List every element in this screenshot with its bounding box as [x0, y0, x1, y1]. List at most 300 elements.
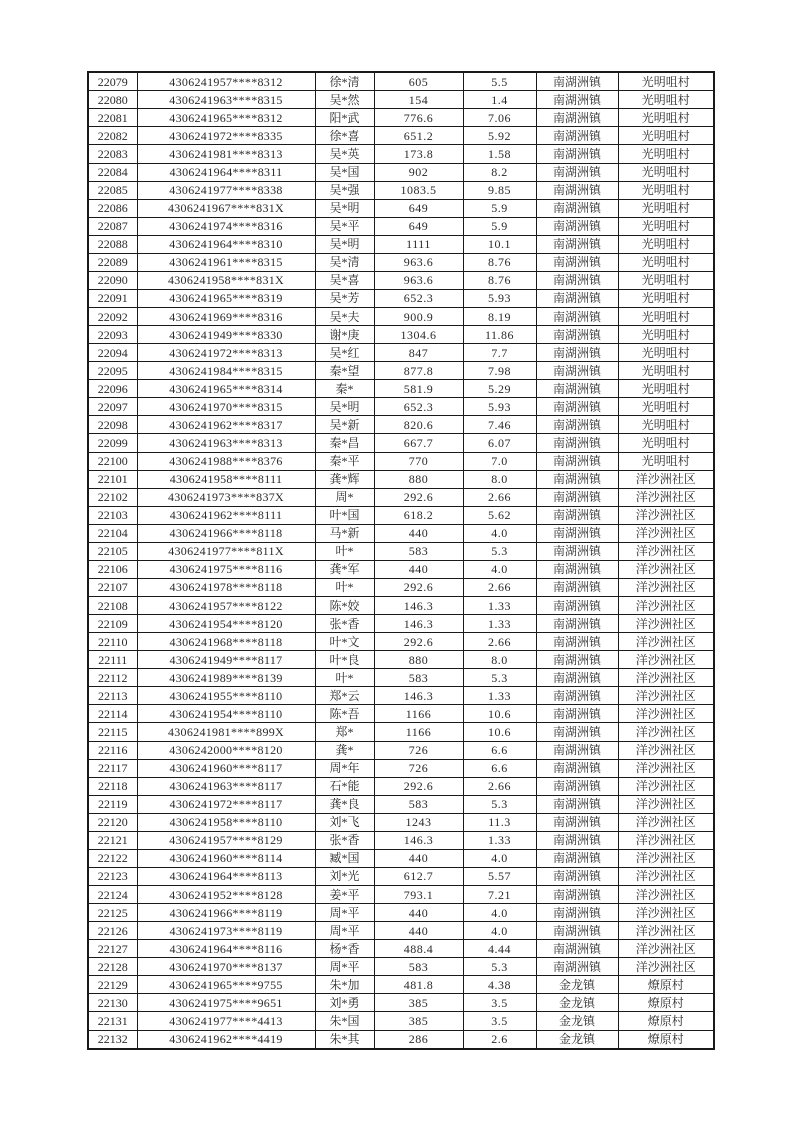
table-row [88, 271, 714, 289]
cell-village: 洋沙洲社区 [618, 940, 714, 958]
cell-amount: 146.3 [374, 831, 463, 849]
cell-seq: 22111 [88, 651, 137, 669]
cell-village: 燎原村 [618, 994, 714, 1012]
table-row [88, 867, 714, 885]
cell-amount: 667.7 [374, 434, 463, 452]
cell-village: 洋沙洲社区 [618, 958, 714, 976]
table-row [88, 578, 714, 596]
cell-seq: 22125 [88, 904, 137, 922]
cell-village: 光明咀村 [618, 452, 714, 470]
cell-village: 洋沙洲社区 [618, 488, 714, 506]
cell-amount2: 5.9 [463, 217, 536, 235]
cell-village: 洋沙洲社区 [618, 723, 714, 741]
cell-name: 刘*飞 [315, 813, 374, 831]
cell-name: 秦* [315, 380, 374, 398]
table-row [88, 362, 714, 380]
table-row [88, 253, 714, 271]
cell-village: 洋沙洲社区 [618, 633, 714, 651]
cell-name: 姜*平 [315, 886, 374, 904]
cell-town: 南湖洲镇 [536, 867, 618, 885]
table-row [88, 163, 714, 181]
cell-name: 周*平 [315, 958, 374, 976]
cell-town: 金龙镇 [536, 976, 618, 994]
table-row [88, 488, 714, 506]
cell-amount: 652.3 [374, 289, 463, 307]
cell-name: 周* [315, 488, 374, 506]
cell-id: 4306241977****8338 [137, 181, 315, 199]
cell-name: 吴*明 [315, 235, 374, 253]
cell-amount2: 7.06 [463, 109, 536, 127]
cell-amount: 1111 [374, 235, 463, 253]
cell-name: 吴*国 [315, 163, 374, 181]
cell-seq: 22108 [88, 597, 137, 615]
cell-amount2: 6.07 [463, 434, 536, 452]
table-row [88, 669, 714, 687]
cell-id: 4306241967****831X [137, 199, 315, 217]
cell-village: 光明咀村 [618, 91, 714, 109]
cell-amount: 820.6 [374, 416, 463, 434]
cell-amount: 286 [374, 1030, 463, 1049]
cell-amount2: 7.98 [463, 362, 536, 380]
cell-name: 郑* [315, 723, 374, 741]
cell-village: 光明咀村 [618, 109, 714, 127]
cell-amount: 770 [374, 452, 463, 470]
cell-seq: 22120 [88, 813, 137, 831]
cell-town: 南湖洲镇 [536, 831, 618, 849]
cell-town: 南湖洲镇 [536, 524, 618, 542]
cell-amount2: 1.33 [463, 687, 536, 705]
cell-village: 光明咀村 [618, 199, 714, 217]
cell-amount2: 1.4 [463, 91, 536, 109]
cell-village: 燎原村 [618, 1030, 714, 1049]
cell-id: 4306241963****8313 [137, 434, 315, 452]
cell-village: 光明咀村 [618, 308, 714, 326]
cell-id: 4306241975****8116 [137, 560, 315, 578]
cell-amount: 649 [374, 199, 463, 217]
cell-name: 叶*良 [315, 651, 374, 669]
cell-amount2: 10.6 [463, 705, 536, 723]
cell-name: 龚* [315, 741, 374, 759]
cell-id: 4306241965****8312 [137, 109, 315, 127]
cell-town: 南湖洲镇 [536, 488, 618, 506]
table-row [88, 705, 714, 723]
table-row [88, 289, 714, 307]
cell-amount: 1166 [374, 705, 463, 723]
cell-amount: 488.4 [374, 940, 463, 958]
table-row [88, 651, 714, 669]
table-row [88, 886, 714, 904]
table-row [88, 542, 714, 560]
cell-seq: 22100 [88, 452, 137, 470]
cell-seq: 22091 [88, 289, 137, 307]
cell-town: 南湖洲镇 [536, 181, 618, 199]
cell-amount2: 9.85 [463, 181, 536, 199]
cell-seq: 22124 [88, 886, 137, 904]
cell-id: 4306241954****8120 [137, 615, 315, 633]
cell-amount2: 5.3 [463, 542, 536, 560]
cell-id: 4306241989****8139 [137, 669, 315, 687]
cell-amount: 292.6 [374, 633, 463, 651]
cell-id: 4306241952****8128 [137, 886, 315, 904]
cell-town: 南湖洲镇 [536, 958, 618, 976]
cell-amount: 726 [374, 741, 463, 759]
cell-town: 南湖洲镇 [536, 217, 618, 235]
cell-id: 4306241970****8137 [137, 958, 315, 976]
cell-name: 龚*良 [315, 795, 374, 813]
cell-amount: 385 [374, 1012, 463, 1030]
cell-village: 光明咀村 [618, 398, 714, 416]
cell-amount: 292.6 [374, 578, 463, 596]
cell-amount: 963.6 [374, 253, 463, 271]
table-row [88, 145, 714, 163]
cell-amount2: 8.0 [463, 470, 536, 488]
cell-amount2: 6.6 [463, 741, 536, 759]
cell-seq: 22121 [88, 831, 137, 849]
cell-amount2: 4.38 [463, 976, 536, 994]
cell-town: 南湖洲镇 [536, 705, 618, 723]
cell-id: 4306241974****8316 [137, 217, 315, 235]
cell-amount2: 6.6 [463, 759, 536, 777]
cell-amount2: 5.62 [463, 506, 536, 524]
cell-village: 洋沙洲社区 [618, 922, 714, 940]
cell-name: 徐*清 [315, 72, 374, 91]
table-row [88, 326, 714, 344]
cell-town: 南湖洲镇 [536, 813, 618, 831]
cell-amount: 292.6 [374, 488, 463, 506]
cell-amount: 776.6 [374, 109, 463, 127]
table-row [88, 199, 714, 217]
cell-amount2: 1.33 [463, 597, 536, 615]
cell-name: 张*香 [315, 831, 374, 849]
cell-village: 洋沙洲社区 [618, 560, 714, 578]
cell-seq: 22103 [88, 506, 137, 524]
cell-seq: 22095 [88, 362, 137, 380]
cell-seq: 22115 [88, 723, 137, 741]
cell-seq: 22113 [88, 687, 137, 705]
cell-village: 光明咀村 [618, 235, 714, 253]
cell-village: 洋沙洲社区 [618, 669, 714, 687]
cell-id: 4306241957****8312 [137, 72, 315, 91]
cell-amount2: 2.66 [463, 578, 536, 596]
cell-id: 4306241968****8118 [137, 633, 315, 651]
cell-name: 周*平 [315, 904, 374, 922]
table-row [88, 217, 714, 235]
cell-name: 吴*芳 [315, 289, 374, 307]
cell-amount2: 2.6 [463, 1030, 536, 1049]
cell-amount2: 7.0 [463, 452, 536, 470]
cell-town: 南湖洲镇 [536, 578, 618, 596]
cell-town: 南湖洲镇 [536, 308, 618, 326]
table-row [88, 633, 714, 651]
cell-seq: 22081 [88, 109, 137, 127]
cell-id: 4306241958****8110 [137, 813, 315, 831]
cell-town: 南湖洲镇 [536, 795, 618, 813]
cell-id: 4306241981****899X [137, 723, 315, 741]
cell-name: 叶* [315, 542, 374, 560]
cell-village: 洋沙洲社区 [618, 506, 714, 524]
cell-amount2: 2.66 [463, 633, 536, 651]
cell-name: 吴*明 [315, 199, 374, 217]
cell-name: 张*香 [315, 615, 374, 633]
cell-name: 陈*吾 [315, 705, 374, 723]
cell-name: 朱*其 [315, 1030, 374, 1049]
table-row [88, 452, 714, 470]
cell-amount2: 2.66 [463, 777, 536, 795]
cell-town: 南湖洲镇 [536, 904, 618, 922]
table-row [88, 127, 714, 145]
cell-amount: 847 [374, 344, 463, 362]
table-row [88, 380, 714, 398]
cell-amount: 440 [374, 904, 463, 922]
table-row [88, 560, 714, 578]
cell-seq: 22105 [88, 542, 137, 560]
table-row [88, 308, 714, 326]
cell-seq: 22119 [88, 795, 137, 813]
cell-amount2: 4.0 [463, 560, 536, 578]
cell-amount2: 11.86 [463, 326, 536, 344]
cell-seq: 22118 [88, 777, 137, 795]
cell-town: 南湖洲镇 [536, 940, 618, 958]
cell-amount2: 8.76 [463, 271, 536, 289]
cell-amount: 726 [374, 759, 463, 777]
cell-seq: 22123 [88, 867, 137, 885]
cell-town: 南湖洲镇 [536, 362, 618, 380]
cell-id: 4306241966****8118 [137, 524, 315, 542]
cell-village: 洋沙洲社区 [618, 759, 714, 777]
cell-id: 4306241964****8311 [137, 163, 315, 181]
cell-amount: 963.6 [374, 271, 463, 289]
cell-amount: 146.3 [374, 615, 463, 633]
cell-village: 光明咀村 [618, 127, 714, 145]
cell-village: 洋沙洲社区 [618, 578, 714, 596]
cell-town: 南湖洲镇 [536, 651, 618, 669]
cell-amount: 583 [374, 958, 463, 976]
cell-village: 洋沙洲社区 [618, 886, 714, 904]
cell-town: 南湖洲镇 [536, 145, 618, 163]
cell-id: 4306241984****8315 [137, 362, 315, 380]
cell-amount2: 5.3 [463, 795, 536, 813]
cell-id: 4306241955****8110 [137, 687, 315, 705]
table-row [88, 615, 714, 633]
cell-amount: 902 [374, 163, 463, 181]
cell-amount: 1166 [374, 723, 463, 741]
cell-amount: 146.3 [374, 687, 463, 705]
cell-village: 洋沙洲社区 [618, 849, 714, 867]
cell-name: 阳*武 [315, 109, 374, 127]
cell-name: 臧*国 [315, 849, 374, 867]
cell-town: 南湖洲镇 [536, 849, 618, 867]
cell-village: 光明咀村 [618, 326, 714, 344]
cell-seq: 22093 [88, 326, 137, 344]
table-row [88, 958, 714, 976]
cell-amount: 440 [374, 849, 463, 867]
cell-seq: 22109 [88, 615, 137, 633]
cell-name: 吴*强 [315, 181, 374, 199]
cell-id: 4306241978****8118 [137, 578, 315, 596]
cell-seq: 22099 [88, 434, 137, 452]
cell-village: 光明咀村 [618, 271, 714, 289]
cell-name: 吴*夫 [315, 308, 374, 326]
cell-id: 4306241964****8310 [137, 235, 315, 253]
cell-name: 叶*文 [315, 633, 374, 651]
cell-village: 洋沙洲社区 [618, 651, 714, 669]
cell-seq: 22086 [88, 199, 137, 217]
cell-seq: 22106 [88, 560, 137, 578]
table-row [88, 795, 714, 813]
cell-seq: 22101 [88, 470, 137, 488]
cell-amount2: 1.33 [463, 615, 536, 633]
cell-town: 南湖洲镇 [536, 380, 618, 398]
cell-amount2: 8.2 [463, 163, 536, 181]
cell-name: 秦*望 [315, 362, 374, 380]
cell-town: 南湖洲镇 [536, 434, 618, 452]
table-row [88, 904, 714, 922]
cell-id: 4306241970****8315 [137, 398, 315, 416]
cell-seq: 22116 [88, 741, 137, 759]
cell-name: 吴*然 [315, 91, 374, 109]
cell-id: 4306241960****8114 [137, 849, 315, 867]
cell-name: 吴*红 [315, 344, 374, 362]
cell-amount: 880 [374, 651, 463, 669]
cell-name: 杨*香 [315, 940, 374, 958]
cell-village: 洋沙洲社区 [618, 597, 714, 615]
cell-amount2: 5.57 [463, 867, 536, 885]
cell-village: 洋沙洲社区 [618, 615, 714, 633]
cell-id: 4306241981****8313 [137, 145, 315, 163]
cell-name: 叶* [315, 578, 374, 596]
cell-id: 4306241972****8335 [137, 127, 315, 145]
cell-id: 4306241962****4419 [137, 1030, 315, 1049]
cell-town: 南湖洲镇 [536, 669, 618, 687]
cell-village: 光明咀村 [618, 416, 714, 434]
table-row [88, 994, 714, 1012]
table-row [88, 434, 714, 452]
cell-seq: 22107 [88, 578, 137, 596]
cell-seq: 22128 [88, 958, 137, 976]
cell-id: 4306241954****8110 [137, 705, 315, 723]
cell-amount: 583 [374, 669, 463, 687]
cell-name: 吴*英 [315, 145, 374, 163]
cell-town: 南湖洲镇 [536, 452, 618, 470]
cell-town: 南湖洲镇 [536, 470, 618, 488]
cell-village: 洋沙洲社区 [618, 831, 714, 849]
cell-village: 光明咀村 [618, 380, 714, 398]
cell-amount2: 3.5 [463, 1012, 536, 1030]
cell-id: 4306241973****8119 [137, 922, 315, 940]
cell-name: 吴*平 [315, 217, 374, 235]
table-body [88, 72, 714, 1049]
cell-id: 4306241965****9755 [137, 976, 315, 994]
cell-name: 刘*勇 [315, 994, 374, 1012]
cell-amount: 605 [374, 72, 463, 91]
cell-village: 光明咀村 [618, 217, 714, 235]
cell-seq: 22089 [88, 253, 137, 271]
cell-village: 洋沙洲社区 [618, 741, 714, 759]
cell-amount: 581.9 [374, 380, 463, 398]
cell-name: 周*年 [315, 759, 374, 777]
data-table [87, 71, 715, 1050]
cell-name: 陈*姣 [315, 597, 374, 615]
cell-name: 叶*国 [315, 506, 374, 524]
cell-village: 光明咀村 [618, 362, 714, 380]
cell-name: 石*能 [315, 777, 374, 795]
cell-name: 秦*平 [315, 452, 374, 470]
cell-town: 南湖洲镇 [536, 163, 618, 181]
table-row [88, 506, 714, 524]
cell-name: 徐*喜 [315, 127, 374, 145]
cell-name: 龚*辉 [315, 470, 374, 488]
cell-village: 光明咀村 [618, 72, 714, 91]
cell-id: 4306241972****8117 [137, 795, 315, 813]
cell-town: 南湖洲镇 [536, 326, 618, 344]
table-row [88, 687, 714, 705]
cell-id: 4306241963****8315 [137, 91, 315, 109]
cell-amount: 649 [374, 217, 463, 235]
cell-town: 南湖洲镇 [536, 235, 618, 253]
cell-name: 吴*明 [315, 398, 374, 416]
cell-id: 4306241972****8313 [137, 344, 315, 362]
cell-seq: 22130 [88, 994, 137, 1012]
table-row [88, 849, 714, 867]
cell-id: 4306241958****8111 [137, 470, 315, 488]
cell-village: 光明咀村 [618, 344, 714, 362]
cell-seq: 22097 [88, 398, 137, 416]
cell-town: 南湖洲镇 [536, 127, 618, 145]
table-row [88, 181, 714, 199]
cell-id: 4306241965****8314 [137, 380, 315, 398]
cell-amount: 612.7 [374, 867, 463, 885]
cell-town: 南湖洲镇 [536, 560, 618, 578]
cell-seq: 22098 [88, 416, 137, 434]
cell-amount2: 1.58 [463, 145, 536, 163]
cell-amount2: 5.5 [463, 72, 536, 91]
cell-seq: 22131 [88, 1012, 137, 1030]
cell-amount: 440 [374, 524, 463, 542]
table-row [88, 235, 714, 253]
table-row [88, 470, 714, 488]
cell-seq: 22114 [88, 705, 137, 723]
table-row [88, 813, 714, 831]
cell-village: 洋沙洲社区 [618, 813, 714, 831]
cell-id: 4306241965****8319 [137, 289, 315, 307]
table-row [88, 759, 714, 777]
cell-town: 南湖洲镇 [536, 597, 618, 615]
cell-amount: 880 [374, 470, 463, 488]
cell-id: 4306242000****8120 [137, 741, 315, 759]
cell-village: 洋沙洲社区 [618, 867, 714, 885]
cell-id: 4306241949****8117 [137, 651, 315, 669]
cell-town: 南湖洲镇 [536, 271, 618, 289]
cell-town: 南湖洲镇 [536, 72, 618, 91]
cell-town: 南湖洲镇 [536, 759, 618, 777]
cell-seq: 22082 [88, 127, 137, 145]
table-row [88, 344, 714, 362]
cell-amount: 651.2 [374, 127, 463, 145]
cell-amount: 1304.6 [374, 326, 463, 344]
cell-amount: 583 [374, 542, 463, 560]
cell-amount: 1083.5 [374, 181, 463, 199]
cell-amount2: 4.0 [463, 904, 536, 922]
cell-village: 燎原村 [618, 1012, 714, 1030]
cell-seq: 22132 [88, 1030, 137, 1049]
cell-amount2: 8.0 [463, 651, 536, 669]
cell-village: 洋沙洲社区 [618, 904, 714, 922]
cell-town: 金龙镇 [536, 1030, 618, 1049]
cell-id: 4306241961****8315 [137, 253, 315, 271]
cell-seq: 22122 [88, 849, 137, 867]
cell-amount2: 5.29 [463, 380, 536, 398]
cell-amount2: 5.9 [463, 199, 536, 217]
